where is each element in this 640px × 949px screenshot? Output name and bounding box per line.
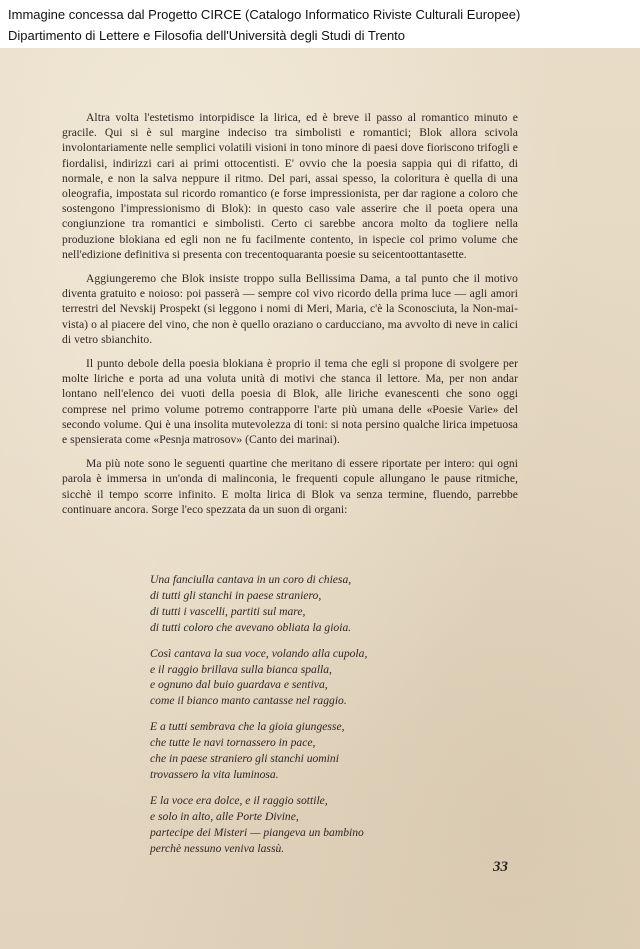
paragraph: Aggiungeremo che Blok insiste troppo sulla Bellissima Dama, a tal punto che il motivo diventa gratuito e noioso: poi passerà — sempre col vivo ricordo della prima luce — agli amori terrestri del Nevskij Prospekt (si leggono i nomi di Meri, Maria, c'è la Sconosciuta, la Non-mai-vista) o al piacere del vino, che non è quello oraziano o carducciano, ma avvolto di neve in calici di vetro sbianchito. <box>62 272 518 346</box>
poem-line: di tutti coloro che avevano obliata la gioia. <box>150 620 352 634</box>
poem-line: Una fanciulla cantava in un coro di chiesa, <box>150 573 352 586</box>
poem-stanza <box>150 646 450 710</box>
credit-line-department: Dipartimento di Lettere e Filosofia dell'Università degli Studi di Trento <box>8 28 406 43</box>
poem-line: perchè nessuno veniva lassù. <box>150 841 285 855</box>
poem-line: E la voce era dolce, e il raggio sottile, <box>150 793 328 807</box>
poem-line: partecipe dei Misteri — piangeva un bambino <box>150 825 364 839</box>
paragraph: Ma più note sono le seguenti quartine che meritano di essere riportate per intero: qui ogni parola è immersa in un'onda di malinconia, le frequenti copule allungano le pause ritmiche, sicchè il tempo scorre infinito. E molta lirica di Blok va senza termine, fluendo, parrebbe continuare ancora. Sorge l'eco spezzata da un suon di organi: <box>62 457 518 516</box>
poem-stanza <box>150 572 450 636</box>
paragraph: Il punto debole della poesia blokiana è proprio il tema che egli si propone di svolgere per molte liriche e porta ad una voluta unità di motivi che stanca il lettore. Ma, per non andar lontano nell'elenco dei vuoti della poesia di Blok, alle liriche evanescenti che sono oggi comprese nel primo volume potremo contrapporre l'arte più umana delle «Poesie Varie» del secondo volume. Qui è una insolita mutevolezza di toni: si nota persino qualche lirica impetuosa e spensierata come «Pesnja matrosov» (Canto dei marinai). <box>62 357 518 447</box>
page-number: 33 <box>493 859 508 875</box>
poem-line: trovassero la vita luminosa. <box>150 767 279 781</box>
paragraph: Altra volta l'estetismo intorpidisce la lirica, ed è breve il passo al romantico minuto e gracile. Qui si è sul margine indeciso tra simbolisti e romantici; Blok allora scivola involontariamente nelle semplici volatili visioni in tono minore di paesi dove fioriscono trifogli e fiordalisi, indirizzi cari ai primi ottocentisti. E' ovvio che la poesia sappia qui di rifatto, di normale, e non la salva neppure il ritmo. Del pari, assai spesso, la coloritura è quella di una oleografia, impostata sul ricordo romantico (e forse impressionista, per dar ragione a coloro che sostengono l'impressionismo di Blok): in questo caso vale asserire che il poeta opera una congiunzione tra romantici e simbolisti. Certo ci sarebbe ancora molto da togliere nella produzione blokiana ed egli non ne fu facilmente contento, in ispecie col primo volume che nell'edizione definitiva si presenta con trecentoquaranta poesie su seicentoottantasette. <box>62 111 518 261</box>
poem-line: che tutte le navi tornassero in pace, <box>150 736 316 750</box>
poem-line: di tutti gli stanchi in paese straniero, <box>150 588 322 602</box>
poem-line: Così cantava la sua voce, volando alla cupola, <box>150 646 368 660</box>
credit-line-project: Immagine concessa dal Progetto CIRCE (Catalogo Informatico Riviste Culturali Europee) <box>8 7 521 22</box>
poem <box>150 572 450 867</box>
poem-line: come il bianco manto cantasse nel raggio. <box>150 694 347 708</box>
poem-line: di tutti i vascelli, partiti sul mare, <box>150 604 306 618</box>
poem-line: e il raggio brillava sulla bianca spalla, <box>150 662 332 676</box>
poem-stanza <box>150 793 450 857</box>
poem-stanza <box>150 719 450 783</box>
image-credit-header <box>0 0 640 48</box>
poem-line: e ognuno dal buio guardava e sentiva, <box>150 678 328 692</box>
body-text <box>62 110 518 526</box>
scanned-page <box>0 48 640 949</box>
poem-line: che in paese straniero gli stanchi uomini <box>150 752 339 766</box>
poem-line: e solo in alto, alle Porte Divine, <box>150 809 299 823</box>
poem-line: E a tutti sembrava che la gioia giungesse, <box>150 720 345 734</box>
